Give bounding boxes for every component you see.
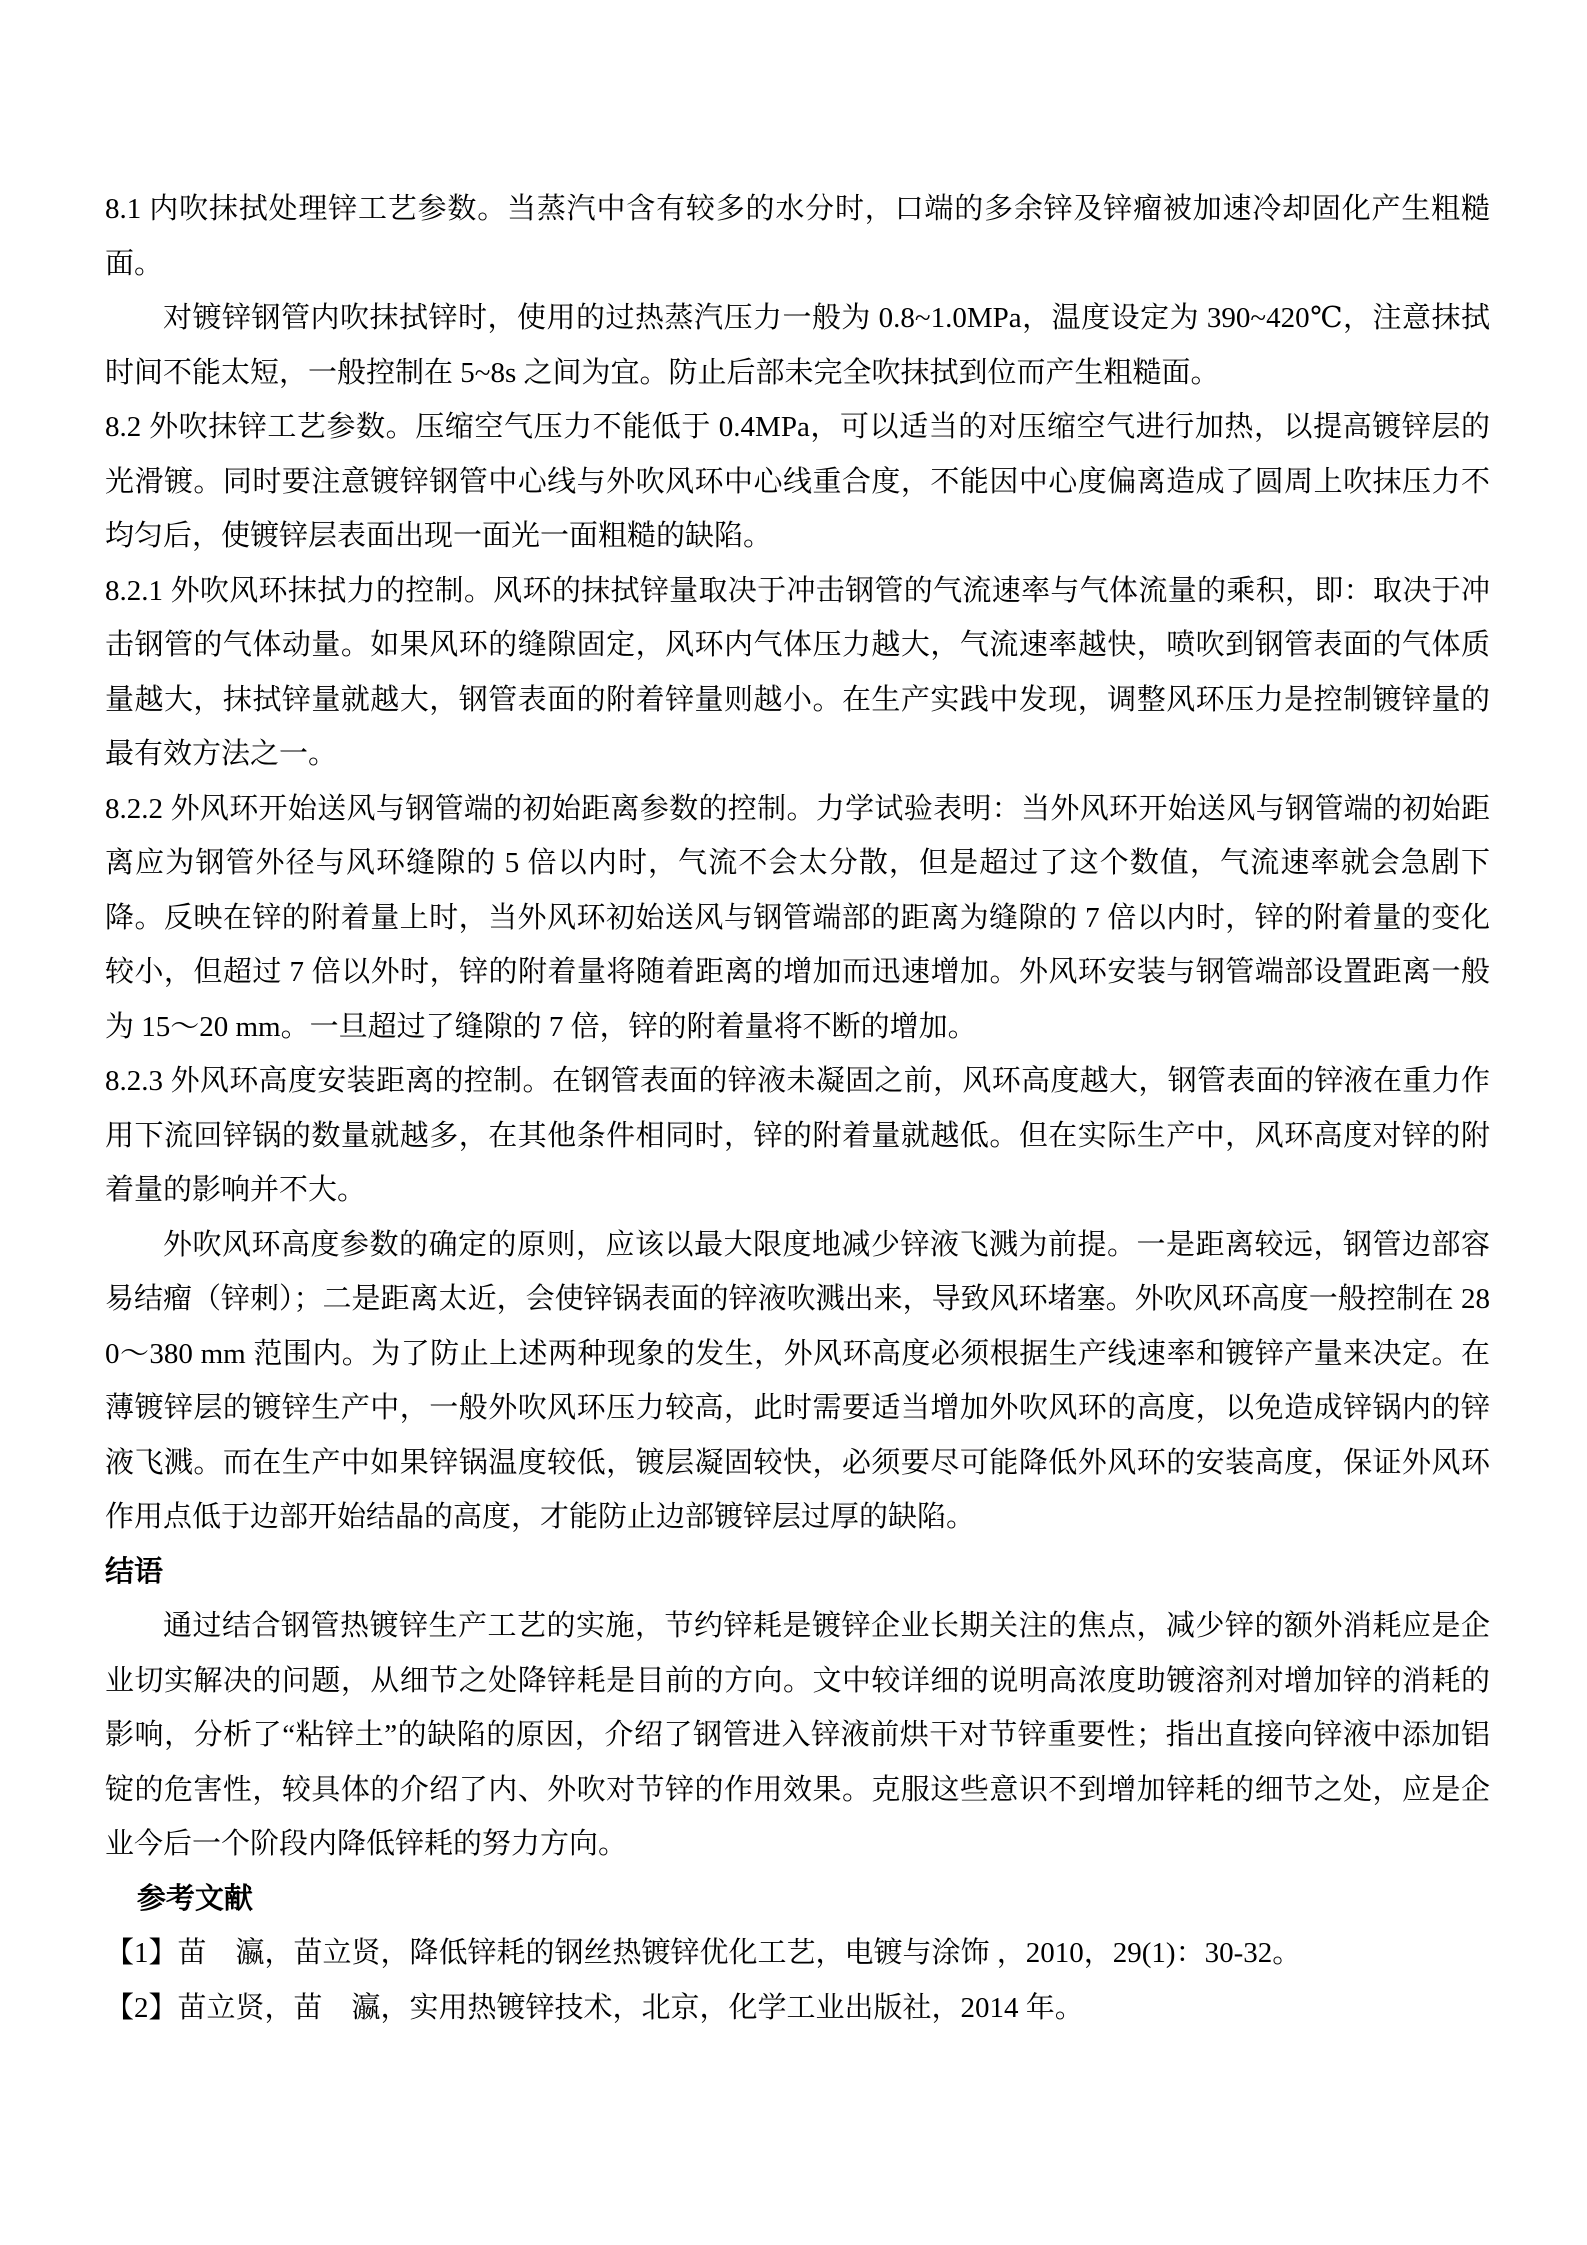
heading-references: 参考文献 [136, 1882, 253, 1915]
para-8-2-outer-blow-params: 8.2 外吹抹锌工艺参数。压缩空气压力不能低于 0.4MPa，可以适当的对压缩空气进行加热，以提高镀锌层的光滑镀。同时要注意镀锌钢管中心线与外吹风环中心线重合度，不能因中心度偏离造成了圆周上吹抹压力不均匀后，使镀锌层表面出现一面光一面粗糙的缺陷。 [105, 411, 1490, 552]
reference-item-1: 【1】苗 瀛，苗立贤，降低锌耗的钢丝热镀锌优化工艺，电镀与涂饰 ，2010，29(1)：30-32。 [105, 1937, 1302, 1969]
para-8-2-3-ring-height-control: 8.2.3 外风环高度安装距离的控制。在钢管表面的锌液未凝固之前，风环高度越大，钢管表面的锌液在重力作用下流回锌锅的数量就越多，在其他条件相同时，锌的附着量就越低。但在实际生产中，风环高度对锌的附着量的影响并不大。 [105, 1065, 1490, 1206]
heading-conclusion: 结语 [105, 1555, 164, 1588]
para-conclusion: 通过结合钢管热镀锌生产工艺的实施，节约锌耗是镀锌企业长期关注的焦点，减少锌的额外消耗应是企业切实解决的问题，从细节之处降锌耗是目前的方向。文中较详细的说明高浓度助镀溶剂对增加锌的消耗的影响，分析了“粘锌土”的缺陷的原因，介绍了钢管进入锌液前烘干对节锌重要性；指出直接向锌液中添加铝锭的危害性，较具体的介绍了内、外吹对节锌的作用效果。克服这些意识不到增加锌耗的细节之处，应是企业今后一个阶段内降低锌耗的努力方向。 [105, 1610, 1490, 1860]
para-8-2-2-initial-distance-control: 8.2.2 外风环开始送风与钢管端的初始距离参数的控制。力学试验表明：当外风环开始送风与钢管端的初始距离应为钢管外径与风环缝隙的 5 倍以内时，气流不会太分散，但是超过了这个数值，气流速率就会急剧下降。反映在锌的附着量上时，当外风环初始送风与钢管端部的距离为缝隙的 7 倍以内时，锌的附着量的变化较小，但超过 7 倍以外时，锌的附着量将随着距离的增加而迅速增加。外风环安装与钢管端部设置距离一般为 15～20 mm。一旦超过了缝隙的 7 倍，锌的附着量将不断的增加。 [105, 792, 1490, 1043]
para-8-1-inner-blow-params: 8.1 内吹抹拭处理锌工艺参数。当蒸汽中含有较多的水分时，口端的多余锌及锌瘤被加速冷却固化产生粗糙面。 [105, 193, 1490, 280]
para-8-2-1-wiping-force-control: 8.2.1 外吹风环抹拭力的控制。风环的抹拭锌量取决于冲击钢管的气流速率与气体流量的乘积，即：取决于冲击钢管的气体动量。如果风环的缝隙固定，风环内气体压力越大，气流速率越快，喷吹到钢管表面的气体质量越大，抹拭锌量就越大，钢管表面的附着锌量则越小。在生产实践中发现，调整风环压力是控制镀锌量的最有效方法之一。 [105, 574, 1490, 770]
reference-item-2: 【2】苗立贤，苗 瀛，实用热镀锌技术，北京，化学工业出版社，2014 年。 [105, 1991, 1084, 2024]
para-ring-height-principles: 外吹风环高度参数的确定的原则，应该以最大限度地减少锌液飞溅为前提。一是距离较远，钢管边部容易结瘤（锌刺）；二是距离太近，会使锌锅表面的锌液吹溅出来，导致风环堵塞。外吹风环高度一般控制在 280～380 mm 范围内。为了防止上述两种现象的发生，外风环高度必须根据生产线速率和镀锌产量来决定。在薄镀锌层的镀锌生产中，一般外吹风环压力较高，此时需要适当增加外吹风环的高度，以免造成锌锅内的锌液飞溅。而在生产中如果锌锅温度较低，镀层凝固较快，必须要尽可能降低外风环的安装高度，保证外风环作用点低于边部开始结晶的高度，才能防止边部镀锌层过厚的缺陷。 [105, 1228, 1490, 1533]
para-steam-pressure-settings: 对镀锌钢管内吹抹拭锌时，使用的过热蒸汽压力一般为 0.8~1.0MPa，温度设定为 390~420℃，注意抹拭时间不能太短，一般控制在 5~8s 之间为宜。防止后部未完全吹抹拭到位而产生粗糙面。 [105, 302, 1490, 389]
